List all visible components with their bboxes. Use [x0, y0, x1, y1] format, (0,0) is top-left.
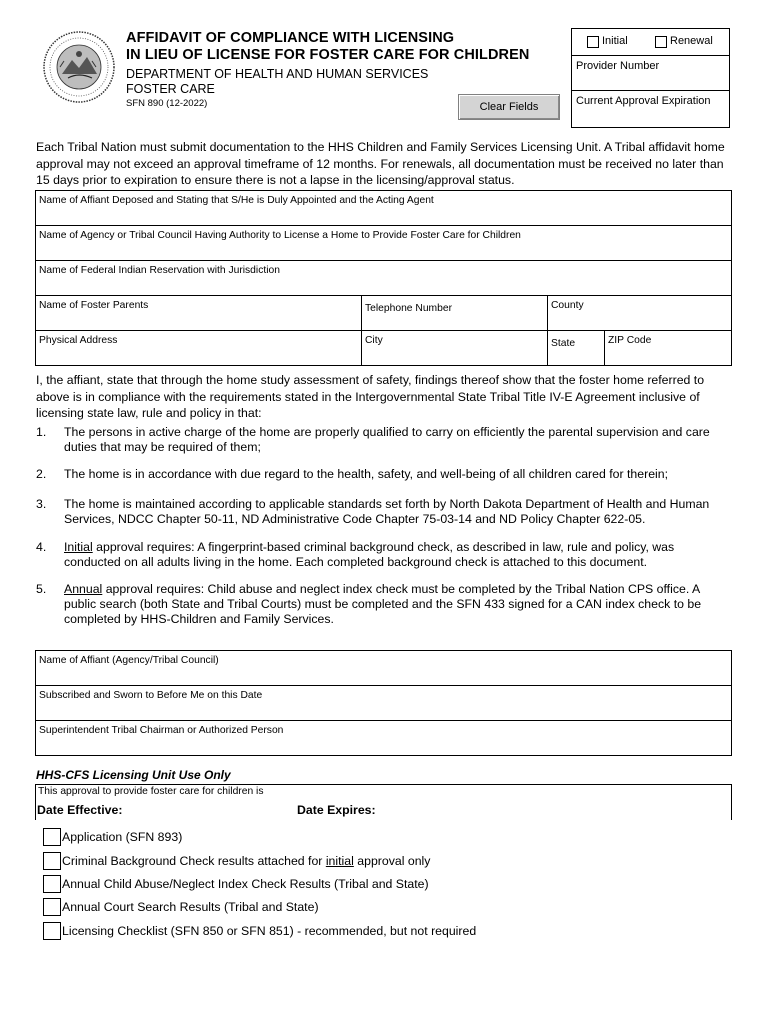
- checklist-label: Annual Child Abuse/Neglect Index Check Results (Tribal and State): [62, 876, 429, 891]
- state-field[interactable]: [548, 331, 605, 365]
- list-item: [36, 467, 732, 482]
- signature-fields: [35, 650, 732, 756]
- item-lead: Annual: [64, 582, 103, 596]
- item-text: The home is maintained according to applicable standards set forth by North Dakota Department of Health and Human Services, NDCC Chapter 50-11, ND Administrative Code Chapter 75-03-14 and ND Policy Chapter 622-05.: [64, 497, 710, 526]
- physical-address-field[interactable]: [36, 331, 362, 365]
- date-effective-field[interactable]: Date Effective:: [37, 803, 123, 817]
- item-number: 3.: [36, 497, 47, 511]
- background-check-checkbox[interactable]: [43, 852, 61, 870]
- item-number: 2.: [36, 467, 47, 481]
- clear-fields-button[interactable]: Clear Fields: [458, 94, 560, 120]
- dept-line-2: FOSTER CARE: [126, 82, 215, 96]
- checklist-item-licensing: [43, 921, 476, 940]
- superintendent-label: Superintendent Tribal Chairman or Authorized Person: [39, 725, 284, 736]
- licensing-checklist-checkbox[interactable]: [43, 922, 61, 940]
- reservation-name-label: Name of Federal Indian Reservation with Jurisdiction: [39, 265, 280, 276]
- zip-field[interactable]: [605, 331, 731, 365]
- item-text: The home is in accordance with due regard to the health, safety, and well-being of all children cared for therein;: [64, 467, 669, 481]
- date-expires-field[interactable]: Date Expires:: [297, 803, 376, 817]
- sworn-date-label: Subscribed and Sworn to Before Me on this Date: [39, 690, 263, 701]
- approval-expiration-field[interactable]: [572, 95, 729, 107]
- renewal-label: Renewal: [670, 35, 713, 47]
- county-field[interactable]: [548, 296, 731, 330]
- item-number: 4.: [36, 540, 47, 554]
- affiant-name-label: Name of Affiant Deposed and Stating that S/He is Duly Appointed and the Acting Agent: [39, 195, 434, 206]
- title-line-1: AFFIDAVIT OF COMPLIANCE WITH LICENSING: [126, 30, 455, 46]
- telephone-label: Telephone Number: [365, 303, 453, 314]
- item-text: [64, 540, 732, 570]
- court-search-checkbox[interactable]: [43, 898, 61, 916]
- state-label: State: [551, 338, 576, 349]
- sig-date-row: [36, 686, 731, 721]
- agency-row: [36, 226, 731, 261]
- sig-affiant-row: [36, 651, 731, 686]
- list-item: [36, 425, 732, 455]
- reservation-row: [36, 261, 731, 296]
- approval-expiration-label: Current Approval Expiration: [576, 95, 711, 107]
- telephone-field[interactable]: [362, 296, 548, 330]
- zip-label: ZIP Code: [608, 335, 652, 346]
- item-number: 1.: [36, 425, 47, 439]
- approval-dates-box: [35, 784, 732, 820]
- agency-name-label: Name of Agency or Tribal Council Having Authority to License a Home to Provide Foster Care for Children: [39, 230, 521, 241]
- checklist-label: Licensing Checklist (SFN 850 or SFN 851) - recommended, but not required: [62, 923, 477, 938]
- list-item: [36, 497, 732, 527]
- approval-caption: This approval to provide foster care for children is: [38, 786, 264, 797]
- affiant-agency-label: Name of Affiant (Agency/Tribal Council): [39, 655, 219, 666]
- sworn-date-field[interactable]: [36, 686, 731, 720]
- checklist-item-court-search: [43, 897, 319, 916]
- city-label: City: [365, 335, 383, 346]
- foster-parents-field[interactable]: [36, 296, 362, 330]
- initial-label: Initial: [602, 35, 628, 47]
- affiant-row: [36, 191, 731, 226]
- dept-line-1: DEPARTMENT OF HEALTH AND HUMAN SERVICES: [126, 67, 429, 81]
- checklist-item-background: [43, 851, 430, 870]
- item-number: 5.: [36, 582, 47, 596]
- agency-name-field[interactable]: [36, 226, 731, 260]
- sig-superintendent-row: [36, 721, 731, 756]
- item-body: approval requires: A fingerprint-based criminal background check, as described in law, rule and policy, was conducted on all adults living in the home. Each completed background check is attached to this document.: [64, 540, 675, 569]
- superintendent-field[interactable]: [36, 721, 731, 755]
- physical-address-label: Physical Address: [39, 335, 118, 346]
- item-text: The persons in active charge of the home are properly qualified to carry on efficiently the parental supervision and care duties that may be required of them;: [64, 425, 710, 454]
- initial-checkbox[interactable]: [587, 36, 599, 48]
- provider-number-label: Provider Number: [576, 60, 660, 72]
- city-field[interactable]: [362, 331, 548, 365]
- state-seal-logo: [42, 30, 116, 104]
- item-lead: Initial: [64, 540, 93, 554]
- form-number: SFN 890 (12-2022): [126, 98, 208, 109]
- list-item: [36, 582, 732, 627]
- foster-parents-label: Name of Foster Parents: [39, 300, 149, 311]
- renewal-checkbox[interactable]: [655, 36, 667, 48]
- list-item: [36, 540, 732, 570]
- reservation-name-field[interactable]: [36, 261, 731, 295]
- use-only-heading: HHS-CFS Licensing Unit Use Only: [36, 768, 231, 782]
- checklist-item-application: [43, 827, 182, 846]
- department-name: [126, 67, 428, 97]
- intro-paragraph: Each Tribal Nation must submit documentation to the HHS Children and Family Services Licensing Unit. A Tribal affidavit home approval may not exceed an approval timeframe of 12 months. For renewals, all documentation must be received no later than 15 days prior to expiration to ensure there is not a lapse in the licensing/approval status.: [36, 140, 725, 187]
- address-row: [36, 331, 731, 366]
- checklist-label: Annual Court Search Results (Tribal and State): [62, 899, 319, 914]
- status-box: [571, 28, 730, 128]
- home-info-fields: [35, 190, 732, 366]
- form-title: [126, 30, 529, 64]
- checklist-item-abuse-index: [43, 874, 429, 893]
- application-checkbox[interactable]: [43, 828, 61, 846]
- parents-row: [36, 296, 731, 331]
- affiant-statement: I, the affiant, state that through the home study assessment of safety, findings thereof show that the foster home referred to above is in compliance with the requirements stated in the Intergovernmental State Tribal Title IV-E Agreement inclusive of licensing state law, rule and policy in that:: [36, 373, 705, 420]
- checklist-label: Criminal Background Check results attached for initial approval only: [62, 853, 431, 868]
- affiant-agency-field[interactable]: [36, 651, 731, 685]
- county-label: County: [551, 300, 584, 311]
- affiant-name-field[interactable]: [36, 191, 731, 225]
- item-text: [64, 582, 732, 627]
- provider-number-field[interactable]: [572, 60, 729, 72]
- abuse-index-checkbox[interactable]: [43, 875, 61, 893]
- title-line-2: IN LIEU OF LICENSE FOR FOSTER CARE FOR CHILDREN: [126, 47, 530, 63]
- item-body: approval requires: Child abuse and neglect index check must be completed by the Tribal Nation CPS office. A public search (both State and Tribal Courts) must be completed and the SFN 433 signed for a CAN index check to be completed by HHS-Children and Family Services.: [64, 582, 702, 626]
- checklist-label: Application (SFN 893): [62, 829, 183, 844]
